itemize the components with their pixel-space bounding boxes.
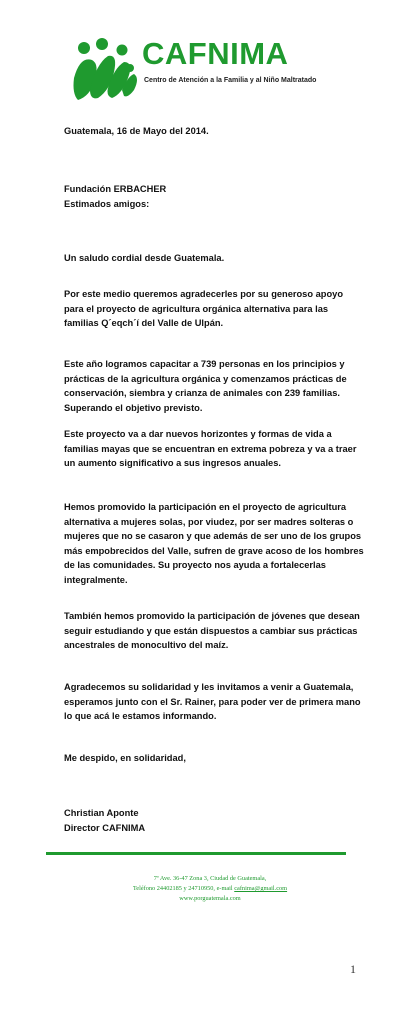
signer-name: Christian Aponte	[64, 808, 139, 818]
brand-name: CAFNIMA	[142, 36, 289, 71]
paragraph-text: Hemos promovido la participación en el proyecto de agricultura alternativa a mujeres solas, por viudez, por ser madres solteras o mujeres que no se casaron y que además de ser uno de los grupos más empobrecidos del Valle, sufren de grave acoso de los hombres de las comunidades. Su proyecto nos ayuda a fortalecerlas integralmente.	[64, 502, 364, 585]
paragraph-1	[64, 251, 364, 266]
recipient-block	[64, 182, 364, 211]
cafnima-logo	[70, 36, 340, 106]
paragraph-text: Por este medio queremos agradecerles por su generoso apoyo para el proyecto de agricultura orgánica alternativa para las familias Q´eqch´í del Valle de Ulpán.	[64, 289, 343, 328]
paragraph-6	[64, 609, 364, 653]
signature-block	[64, 806, 364, 835]
paragraph-text: También hemos promovido la participación de jóvenes que desean seguir estudiando y que están dispuestos a cambiar sus prácticas ancestrales de monocultivo del maíz.	[64, 611, 360, 650]
paragraph-text: Este proyecto va a dar nuevos horizontes y formas de vida a familias mayas que se encuentran en extrema pobreza y va a traer un aumento significativo a sus ingresos anuales.	[64, 429, 357, 468]
paragraph-text: Un saludo cordial desde Guatemala.	[64, 253, 225, 263]
paragraph-7	[64, 680, 364, 724]
paragraph-text: Este año logramos capacitar a 739 personas en los principios y prácticas de la agricultura orgánica y comenzamos prácticas de conservación, siembra y crianza de animales con 239 familias. Superando el objetivo previsto.	[64, 359, 347, 413]
paragraph-5	[64, 500, 364, 587]
paragraph-3	[64, 357, 364, 415]
closing-text: Me despido, en solidaridad,	[64, 753, 186, 763]
people-figures-logo-icon	[70, 38, 140, 104]
footer-contact	[60, 874, 360, 904]
signer-title: Director CAFNIMA	[64, 822, 146, 833]
letter-date	[64, 124, 364, 139]
paragraph-text: Agradecemos su solidaridad y les invitamos a venir a Guatemala, esperamos junto con el Sr. Rainer, para poder ver de primera mano lo que acá le estamos informando.	[64, 682, 361, 721]
page-number: 1	[350, 962, 356, 976]
paragraph-4	[64, 427, 364, 471]
closing	[64, 751, 364, 766]
footer-phone-line	[60, 884, 360, 894]
footer-phone: Teléfono 24402185 y 24710950, e-mail	[132, 885, 233, 892]
date-text: Guatemala, 16 de Mayo del 2014.	[64, 126, 209, 136]
footer-address: 7ª Ave. 36-47 Zona 3, Ciudad de Guatemala,	[153, 875, 267, 882]
footer-divider	[46, 852, 346, 855]
brand-subtitle: Centro de Atención a la Familia y al Niño Maltratado	[144, 77, 317, 84]
footer-email-link[interactable]: cafnima@gmail.com	[234, 885, 288, 892]
greeting: Estimados amigos:	[64, 198, 150, 209]
paragraph-2	[64, 287, 364, 331]
recipient-name: Fundación ERBACHER	[64, 184, 167, 194]
footer-website[interactable]: www.porguatemala.com	[179, 895, 241, 902]
